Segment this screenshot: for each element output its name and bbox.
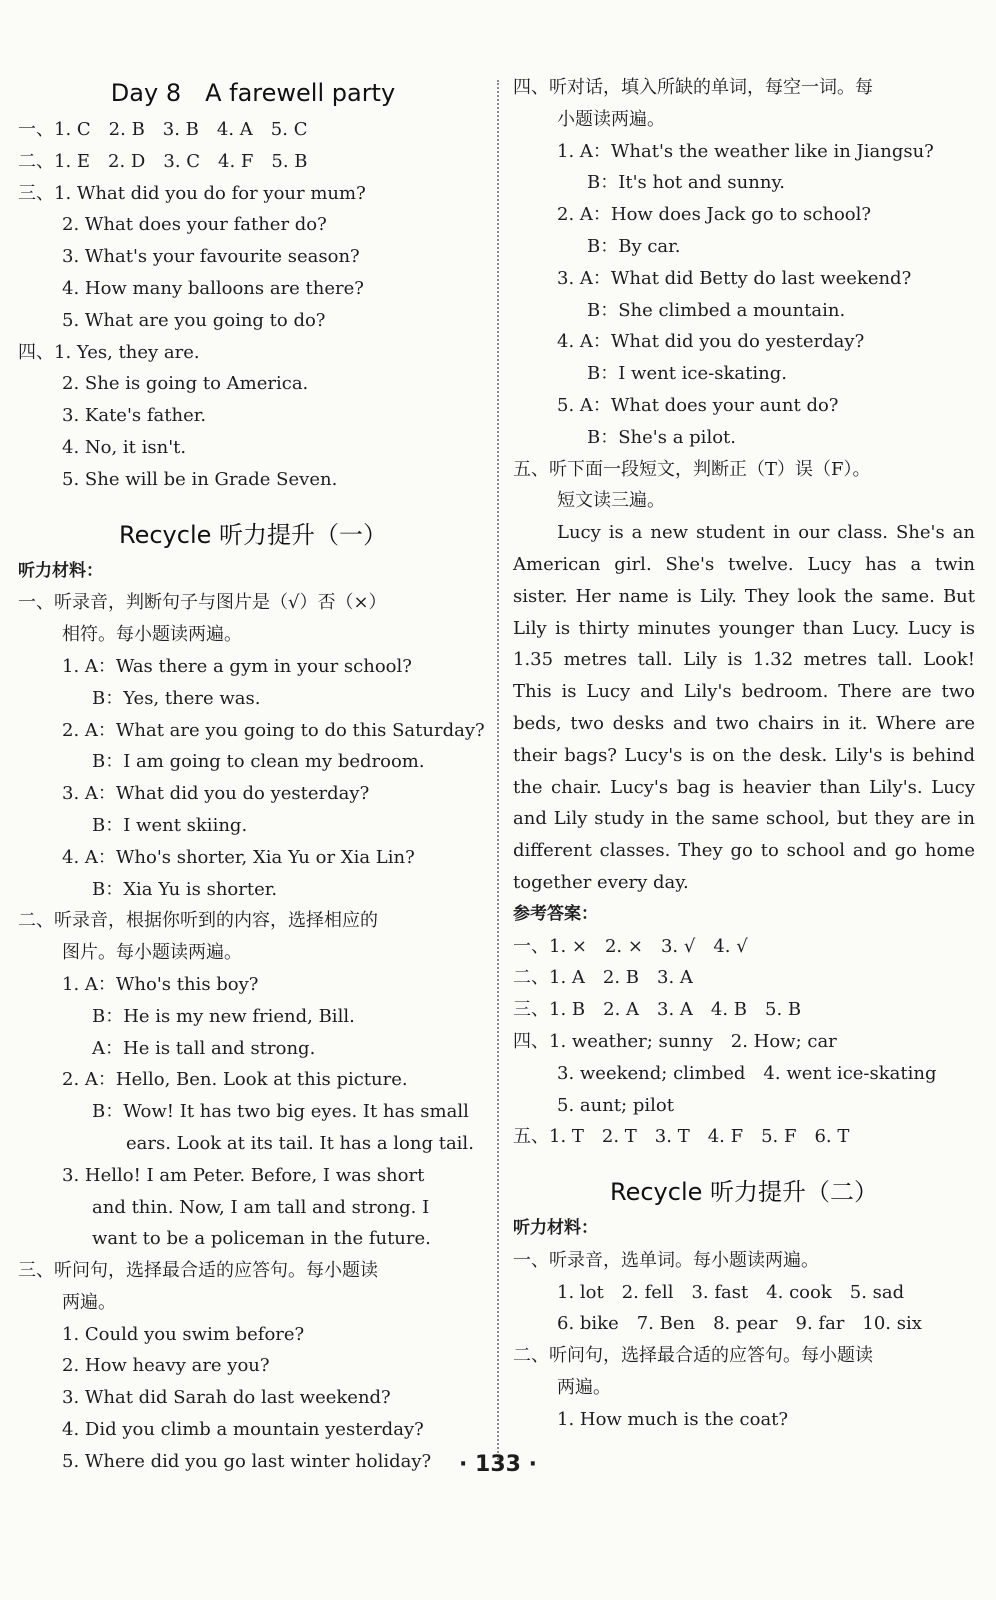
recycle2-material (513, 1245, 975, 1436)
text-line: 1. How much is the coat? (557, 1408, 789, 1430)
text-line: 4. A：Who's shorter, Xia Yu or Xia Lin? (62, 846, 415, 868)
text-line: 一、听录音，选单词。每小题读两遍。 (513, 1249, 819, 1271)
day8-answers (18, 114, 488, 496)
recycle1-title: Recycle 听力提升（一） (118, 520, 388, 549)
text-line: 3. What's your favourite season? (62, 246, 360, 268)
text-line: 4. A：What did you do yesterday? (557, 331, 865, 353)
text-line: B：By car. (587, 235, 681, 257)
text-line: 3. What did Sarah do last weekend? (62, 1387, 391, 1409)
text-line: 一、1. × 2. × 3. √ 4. √ (513, 935, 748, 957)
text-line: B：She climbed a mountain. (587, 299, 846, 321)
text-line: B：I went skiing. (92, 814, 248, 836)
text-line: B：Xia Yu is shorter. (92, 878, 278, 900)
right-column (513, 72, 975, 1436)
text-line: 3. weekend; climbed 4. went ice-skating (557, 1062, 937, 1084)
text-line: 3. A：What did you do yesterday? (62, 783, 370, 805)
text-line: 1. A：What's the weather like in Jiangsu? (557, 140, 934, 162)
recycle1-material (18, 587, 488, 1477)
text-line: 四、1. Yes, they are. (18, 341, 200, 363)
recycle2-label: 听力材料： (513, 1218, 598, 1239)
recycle1-label: 听力材料： (18, 560, 103, 581)
text-line: 1. A：Who's this boy? (62, 973, 259, 995)
day8-title: Day 8 A farewell party (110, 79, 396, 107)
text-line: 1. A：Was there a gym in your school? (62, 655, 412, 677)
text-line: 4. Did you climb a mountain yesterday? (62, 1419, 424, 1441)
text-line: want to be a policeman in the future. (92, 1228, 431, 1250)
text-line: 相符。每小题读两遍。 (62, 624, 242, 646)
recycle2-title: Recycle 听力提升（二） (609, 1178, 879, 1207)
text-line: 二、1. E 2. D 3. C 4. F 5. B (18, 150, 308, 172)
text-line: 4. No, it isn't. (62, 436, 187, 458)
text-line: 3. A：What did Betty do last weekend? (557, 267, 912, 289)
text-line: 3. Kate's father. (62, 405, 207, 427)
text-line: 2. What does your father do? (62, 214, 327, 236)
text-line: 五、1. T 2. T 3. T 4. F 5. F 6. T (513, 1126, 850, 1148)
text-line: 2. A：How does Jack go to school? (557, 204, 872, 226)
text-line: 5. A：What does your aunt do? (557, 394, 839, 416)
text-line: 四、1. weather; sunny 2. How; car (513, 1030, 837, 1052)
text-line: 图片。每小题读两遍。 (62, 942, 242, 964)
page-number: · 133 · (459, 1452, 537, 1477)
text-line: 5. aunt; pilot (557, 1094, 674, 1116)
column-divider (497, 80, 499, 1460)
text-line: 3. Hello! I am Peter. Before, I was short (62, 1164, 425, 1186)
text-line: B：I went ice-skating. (587, 363, 787, 385)
text-line: B：I am going to clean my bedroom. (92, 751, 425, 773)
text-line: 1. lot 2. fell 3. fast 4. cook 5. sad (557, 1281, 905, 1303)
text-line: ears. Look at its tail. It has a long tail. (126, 1132, 474, 1154)
text-line: 2. A：What are you going to do this Saturday? (62, 719, 485, 741)
text-line: B：She's a pilot. (587, 426, 736, 448)
text-line: 三、听问句，选择最合适的应答句。每小题读 (18, 1260, 378, 1282)
text-line: 小题读两遍。 (557, 108, 665, 130)
part4-5-material (513, 72, 975, 517)
text-line: B：Yes, there was. (92, 687, 261, 709)
answer-key (513, 931, 975, 1154)
text-line: 5. She will be in Grade Seven. (62, 468, 338, 490)
answers-label: 参考答案： (513, 903, 598, 924)
text-line: 5. Where did you go last winter holiday? (62, 1450, 432, 1472)
text-line: 二、听录音，根据你听到的内容，选择相应的 (18, 910, 378, 932)
left-column (18, 72, 488, 1478)
text-line: 三、1. B 2. A 3. A 4. B 5. B (513, 999, 802, 1021)
text-line: 6. bike 7. Ben 8. pear 9. far 10. six (557, 1313, 922, 1335)
text-line: 2. She is going to America. (62, 373, 309, 395)
text-line: 三、1. What did you do for your mum? (18, 182, 366, 204)
text-line: 两遍。 (62, 1291, 116, 1313)
text-line: 五、听下面一段短文，判断正（T）误（F）。 (513, 458, 871, 480)
text-line: and thin. Now, I am tall and strong. I (92, 1196, 430, 1218)
text-line: 4. How many balloons are there? (62, 277, 364, 299)
text-line: 2. How heavy are you? (62, 1355, 270, 1377)
text-line: 二、听问句，选择最合适的应答句。每小题读 (513, 1345, 873, 1367)
text-line: 两遍。 (557, 1377, 611, 1399)
text-line: 一、听录音，判断句子与图片是（√）否（×） (18, 592, 387, 614)
text-line: B：Wow! It has two big eyes. It has small (92, 1101, 469, 1123)
text-line: 短文读三遍。 (557, 490, 665, 512)
text-line: 四、听对话，填入所缺的单词，每空一词。每 (513, 77, 873, 98)
text-line: 1. Could you swim before? (62, 1323, 305, 1345)
passage: Lucy is a new student in our class. She's an American girl. She's twelve. Lucy has a twin sister. Her name is Lily. They look the same. But Lily is thirty minutes younger than Lucy. Lucy is 1.35 metres tall. Lily is 1.32 metres tall. Look! This is Lucy and Lily's bedroom. There are two beds, two desks and two chairs in it. Where are their bags? Lucy's is on the desk. Lily's is behind the chair. Lucy's bag is heavier than Lily's. Lucy and Lily study in the same school, but they are in different classes. They go to school and go home together every day. (513, 522, 975, 893)
text-line: 5. What are you going to do? (62, 309, 326, 331)
text-line: 2. A：Hello, Ben. Look at this picture. (62, 1069, 408, 1091)
text-line: A：He is tall and strong. (92, 1037, 316, 1059)
text-line: 二、1. A 2. B 3. A (513, 967, 693, 989)
text-line: B：It's hot and sunny. (587, 172, 785, 194)
text-line: B：He is my new friend, Bill. (92, 1005, 355, 1027)
text-line: 一、1. C 2. B 3. B 4. A 5. C (18, 119, 308, 140)
